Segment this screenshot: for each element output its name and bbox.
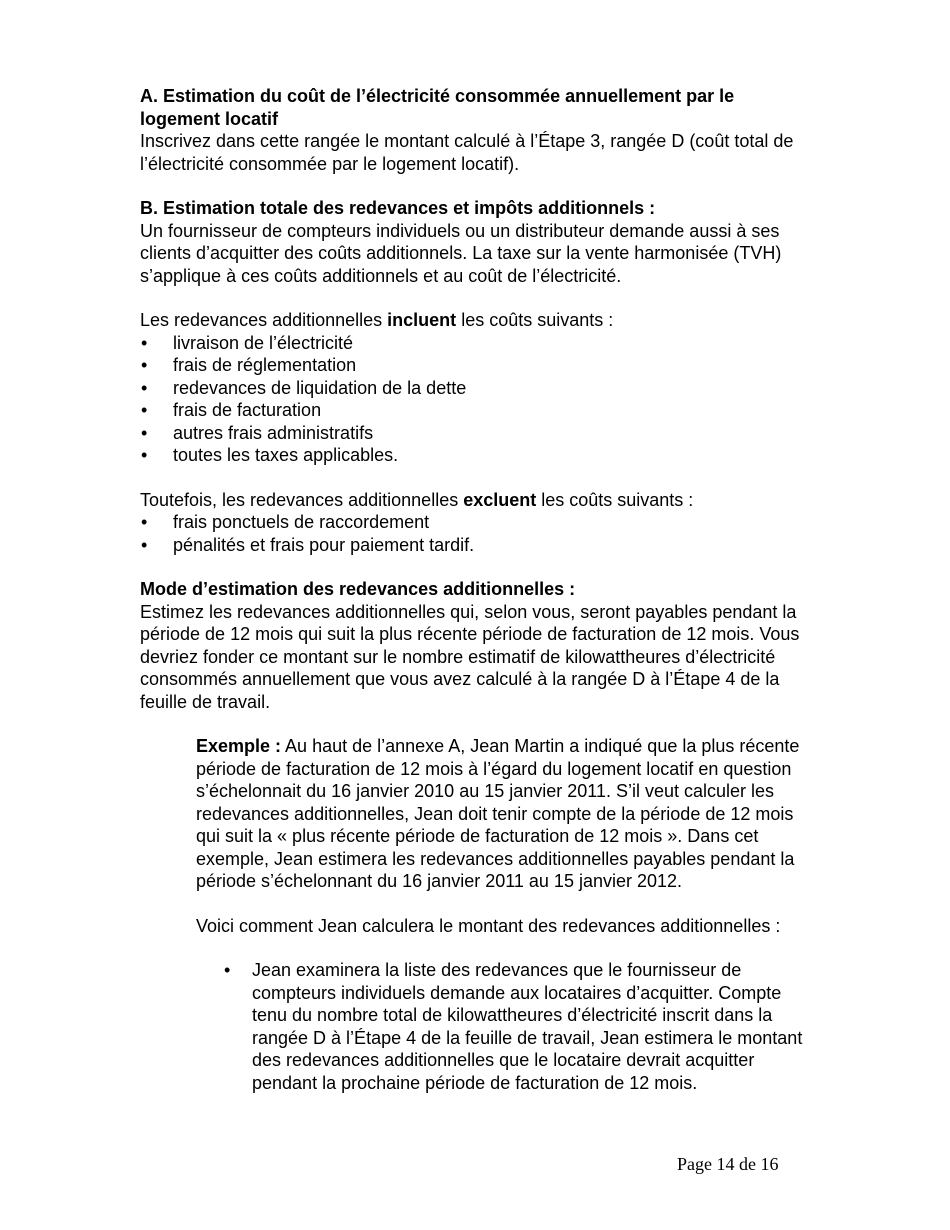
mode-section bbox=[140, 578, 810, 713]
list-item: • frais de réglementation bbox=[140, 354, 810, 377]
example-block bbox=[196, 735, 810, 1094]
example-label: Exemple : bbox=[196, 736, 282, 756]
exclude-block bbox=[140, 489, 810, 557]
example-voici: Voici comment Jean calculera le montant des redevances additionnelles : bbox=[196, 915, 781, 936]
section-a bbox=[140, 85, 810, 175]
page-number: Page 14 de 16 bbox=[677, 1154, 779, 1174]
list-item: • Jean examinera la liste des redevances que le fournisseur de compteurs individuels demande aux locataires d’acquitter. Compte tenu du nombre total de kilowattheures d’électricité inscrit dans la rangée D à l’Étape 4 de la feuille de travail, Jean estimera le montant des redevances additionnelles que le locataire devrait acquitter pendant la prochaine période de facturation de 12 mois. bbox=[223, 959, 810, 1094]
document-page bbox=[140, 85, 810, 1094]
section-a-body: Inscrivez dans cette rangée le montant calculé à l’Étape 3, rangée D (coût total de l’électricité consommée par le logement locatif). bbox=[140, 131, 794, 174]
mode-heading: Mode d’estimation des redevances additionnelles : bbox=[140, 579, 576, 599]
example-text: Au haut de l’annexe A, Jean Martin a indiqué que la plus récente période de facturation de 12 mois à l’égard du logement locatif en question s’échelonnait du 16 janvier 2010 au 15 janvier 2011. S’il veut calculer les redevances additionnelles, Jean doit tenir compte de la période de 12 mois qui suit la « plus récente période de facturation de 12 mois ». Dans cet exemple, Jean estimera les redevances additionnelles payables pendant la période s’échelonnant du 16 janvier 2011 au 15 janvier 2012. bbox=[196, 736, 800, 891]
list-item: • frais de facturation bbox=[140, 399, 810, 422]
section-a-heading: A. Estimation du coût de l’électricité consommée annuellement par le logement locatif bbox=[140, 86, 735, 129]
list-item: • livraison de l’électricité bbox=[140, 332, 810, 355]
list-item: • pénalités et frais pour paiement tardif. bbox=[140, 534, 810, 557]
list-item: • frais ponctuels de raccordement bbox=[140, 511, 810, 534]
section-b-heading: B. Estimation totale des redevances et impôts additionnels : bbox=[140, 198, 656, 218]
include-intro: Les redevances additionnelles incluent les coûts suivants : bbox=[140, 310, 614, 330]
exclude-intro: Toutefois, les redevances additionnelles excluent les coûts suivants : bbox=[140, 489, 694, 510]
list-item: • toutes les taxes applicables. bbox=[140, 444, 810, 467]
include-list bbox=[140, 332, 810, 467]
example-paragraph bbox=[196, 735, 810, 893]
mode-body: Estimez les redevances additionnelles qui, selon vous, seront payables pendant la période de 12 mois qui suit la plus récente période de facturation de 12 mois. Vous devriez fonder ce montant sur le nombre estimatif de kilowattheures d’électricité consommés annuellement que vous avez calculé à la rangée D à l’Étape 4 de la feuille de travail. bbox=[140, 601, 800, 712]
section-b bbox=[140, 197, 810, 287]
list-item: • autres frais administratifs bbox=[140, 422, 810, 445]
exclude-list bbox=[140, 511, 810, 556]
example-steps bbox=[223, 959, 810, 1094]
list-item: • redevances de liquidation de la dette bbox=[140, 377, 810, 400]
include-block bbox=[140, 309, 810, 467]
section-b-body: Un fournisseur de compteurs individuels ou un distributeur demande aussi à ses clients d’acquitter des coûts additionnels. La taxe sur la vente harmonisée (TVH) s’applique à ces coûts additionnels et au coût de l’électricité. bbox=[140, 220, 782, 286]
